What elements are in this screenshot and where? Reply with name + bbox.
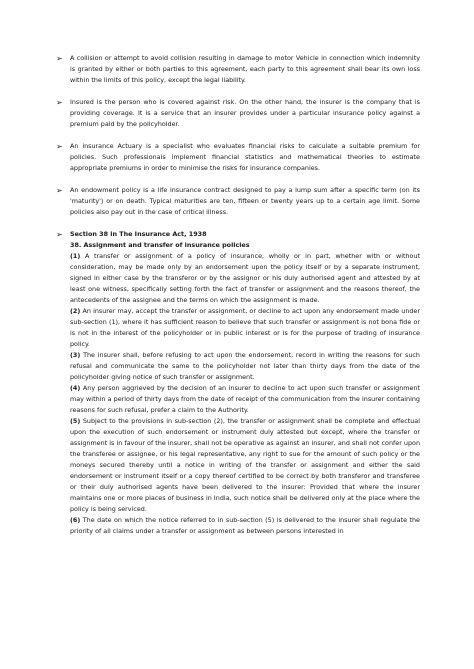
section-title: 38. Assignment and transfer of insurance policies bbox=[70, 241, 250, 249]
paragraph-number: (1) bbox=[70, 252, 81, 260]
bullet-text: A collision or attempt to avoid collision resulting in damage to motor Vehicle in connection which indemnity is granted by either or both parties to this agreement, each party to this agreement shall bear its own loss within the limits of this policy, except the legal liability. bbox=[70, 54, 420, 84]
arrow-bullet-icon: ➢ bbox=[56, 98, 63, 107]
bullet-item bbox=[56, 97, 420, 130]
section-paragraph bbox=[70, 515, 420, 537]
bullet-text: Insured is the person who is covered against risk. On the other hand, the insurer is the company that is providing coverage. It is a service that an insurer provides under a particular insurance policy against a premium paid by the policyholder. bbox=[70, 98, 420, 128]
section-paragraph bbox=[70, 416, 420, 515]
section-block bbox=[56, 229, 420, 537]
arrow-bullet-icon: ➢ bbox=[56, 186, 63, 195]
paragraph-text: Any person aggrieved by the decision of an insurer to decline to act upon such transfer or assignment may within a period of thirty days from the date of receipt of the communication from the insurer containing reasons for such refusal, prefer a claim to the Authority. bbox=[70, 384, 420, 414]
section-paragraph bbox=[70, 251, 420, 306]
bullet-item bbox=[56, 141, 420, 174]
section-heading: Section 38 in The Insurance Act, 1938 bbox=[70, 230, 207, 238]
paragraph-number: (4) bbox=[70, 384, 81, 392]
paragraph-number: (3) bbox=[70, 351, 81, 359]
paragraph-text: The insurer shall, before refusing to act upon the endorsement, record in writing the reasons for such refusal and communicate the same to the policyholder not later than thirty days from the date of the policyholder giving notice of such transfer or assignment. bbox=[70, 351, 420, 381]
arrow-bullet-icon: ➢ bbox=[56, 230, 63, 239]
bullet-item bbox=[56, 53, 420, 86]
bullet-text: An endowment policy is a life insurance contract designed to pay a lump sum after a specific term (on its 'maturity') or on death. Typical maturities are ten, fifteen or twenty years up to a certain age limit. Some policies also pay out in the case of critical illness. bbox=[70, 186, 420, 216]
section-paragraph bbox=[70, 383, 420, 416]
bullet-text: An insurance Actuary is a specialist who evaluates financial risks to calculate a suitable premium for policies. Such professionals implement financial statistics and mathematical theories to estimate appropriate premiums in order to minimise the risks for insurance companies. bbox=[70, 142, 420, 172]
arrow-bullet-icon: ➢ bbox=[56, 142, 63, 151]
paragraph-number: (2) bbox=[70, 307, 81, 315]
paragraph-number: (5) bbox=[70, 417, 81, 425]
paragraph-text: A transfer or assignment of a policy of insurance, wholly or in part, whether with or without consideration, may be made only by an endorsement upon the policy itself or by a separate instrument, signed in either case by the transferor or by the assignor or his duly authorised agent and attested by at least one witness, specifically setting forth the fact of transfer or assignment and the reasons thereof, the antecedents of the assignee and the terms on which the assignment is made. bbox=[70, 252, 420, 304]
paragraph-number: (6) bbox=[70, 516, 81, 524]
document-body bbox=[56, 53, 420, 537]
paragraph-text: Subject to the provisions in sub-section (2), the transfer or assignment shall be complete and effectual upon the execution of such endorsement or instrument duly attested but except, where the transfer or assignment is in favour of the insurer, shall not be operative as against an insurer, and shall not confer upon the transferee or assignee, or his legal representative, any right to sue for the amount of such policy or the moneys secured thereby until a notice in writing of the transfer or assignment and either the said endorsement or instrument itself or a copy thereof certified to be correct by both transferor and transferee or their duly authorised agents have been delivered to the insurer: Provided that where the insurer maintains one or more places of business in India, such notice shall be delivered only at the place where the policy is being serviced. bbox=[70, 417, 420, 513]
bullet-item bbox=[56, 185, 420, 218]
paragraph-text: An insurer may, accept the transfer or assignment, or decline to act upon any endorsement made under sub-section (1), where it has sufficient reason to believe that such transfer or assignment is not bona fide or is not in the interest of the policyholder or in public interest or is for the purpose of trading of insurance policy. bbox=[70, 307, 420, 348]
section-paragraph bbox=[70, 306, 420, 350]
paragraph-text: The date on which the notice referred to in sub-section (5) is delivered to the insurer shall regulate the priority of all claims under a transfer or assignment as between persons interested in bbox=[70, 516, 420, 535]
section-paragraph bbox=[70, 350, 420, 383]
arrow-bullet-icon: ➢ bbox=[56, 54, 63, 63]
